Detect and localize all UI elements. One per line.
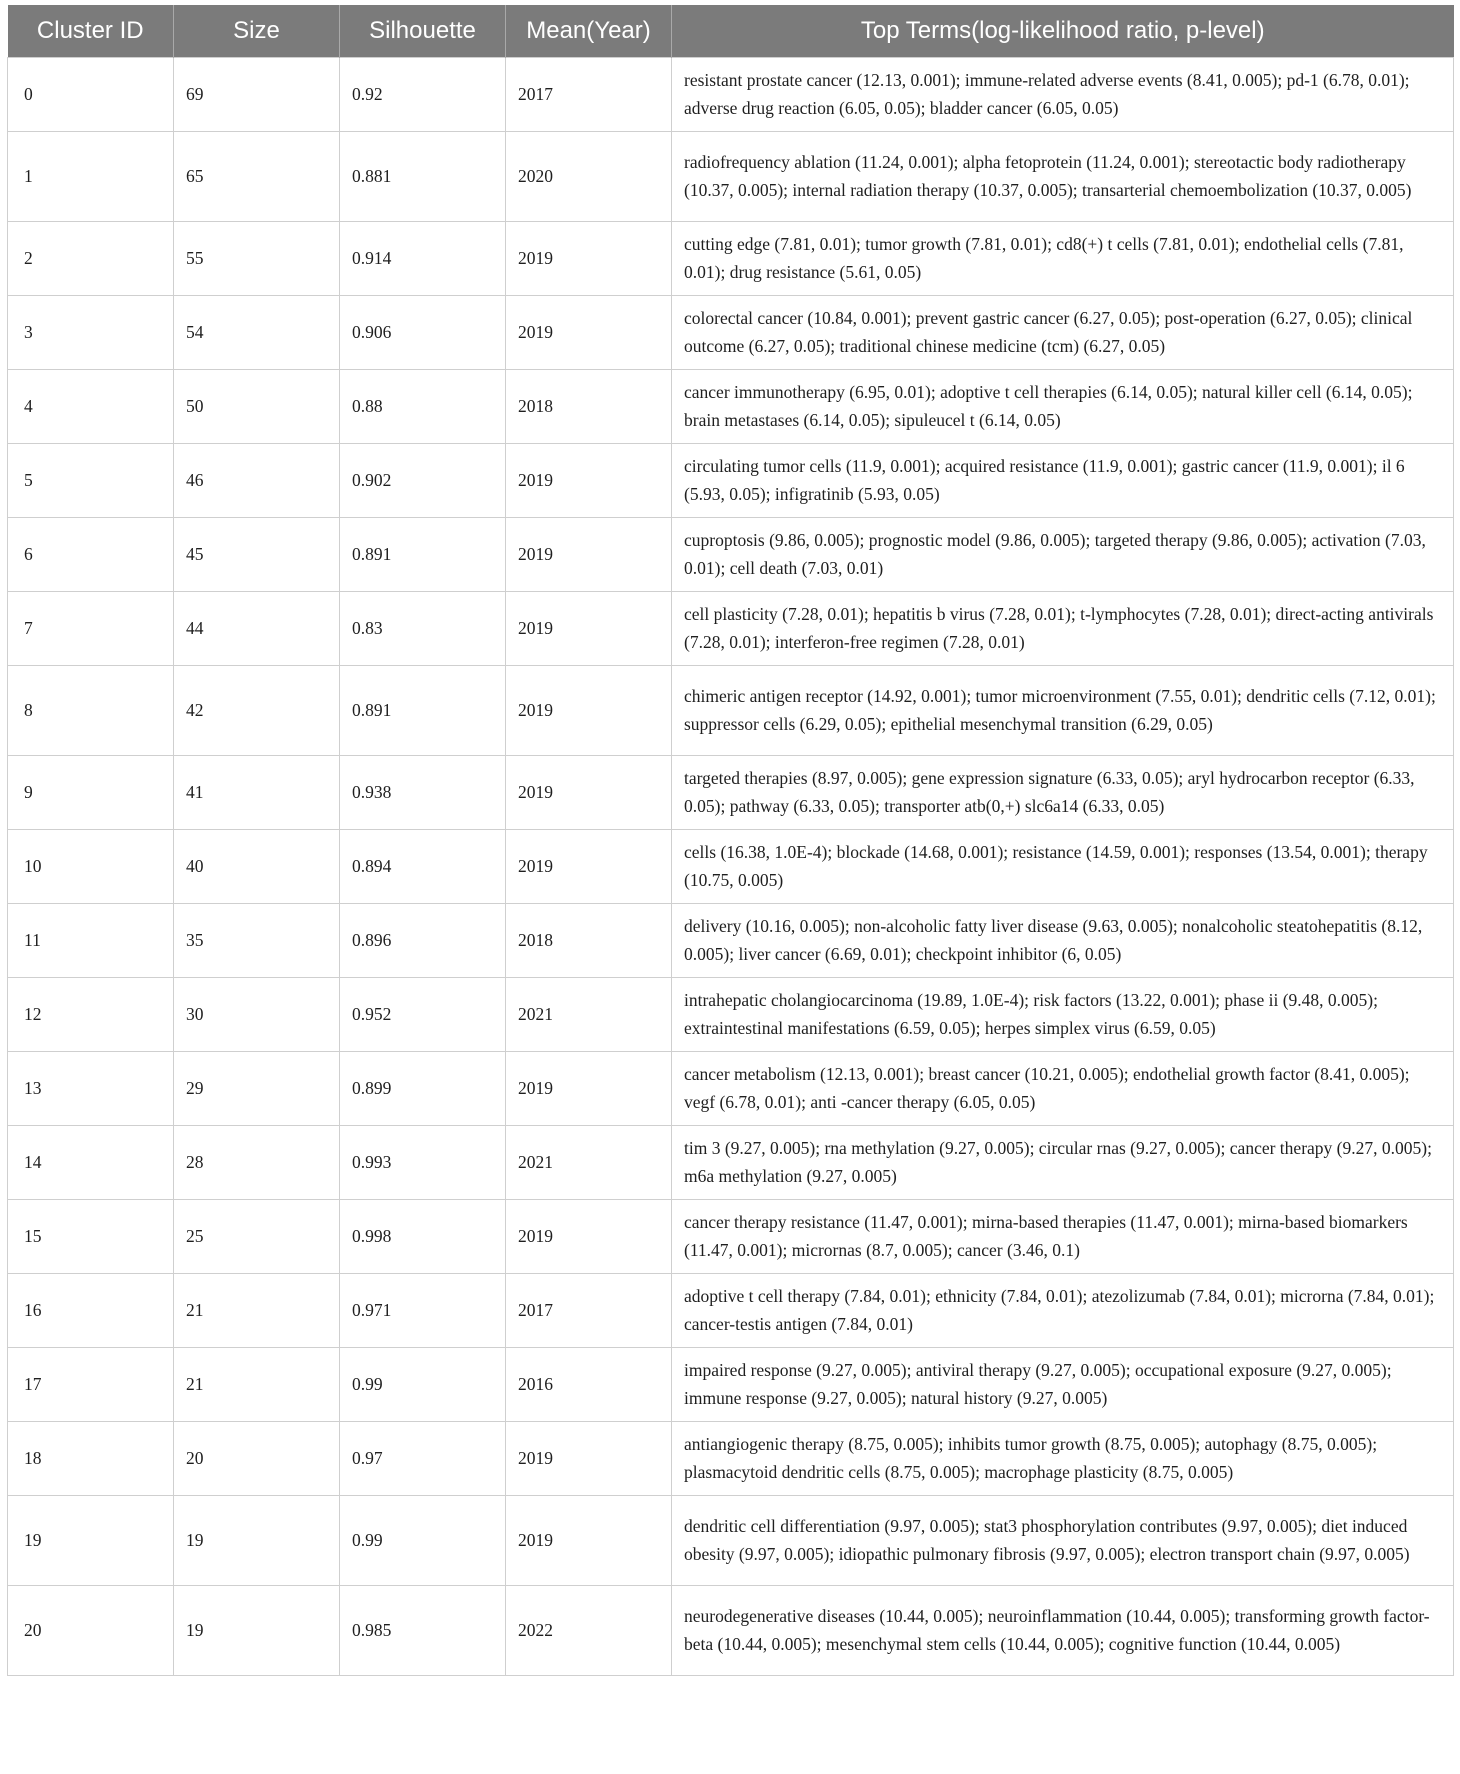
mean-year-cell: 2019 <box>506 518 672 592</box>
cluster-id-cell: 20 <box>8 1586 174 1676</box>
table-row <box>8 370 1454 444</box>
cluster-id-cell: 0 <box>8 58 174 132</box>
top-terms-cell: cells (16.38, 1.0E-4); blockade (14.68, 0.001); resistance (14.59, 0.001); responses (13.54, 0.001); therapy (10.75, 0.005) <box>672 830 1454 904</box>
cluster-id-cell: 4 <box>8 370 174 444</box>
size-cell: 41 <box>174 756 340 830</box>
table-body <box>8 58 1454 1676</box>
top-terms-cell: colorectal cancer (10.84, 0.001); prevent gastric cancer (6.27, 0.05); post-operation (6.27, 0.05); clinical outcome (6.27, 0.05); traditional chinese medicine (tcm) (6.27, 0.05) <box>672 296 1454 370</box>
table-row <box>8 444 1454 518</box>
mean-year-cell: 2020 <box>506 132 672 222</box>
size-cell: 29 <box>174 1052 340 1126</box>
cluster-id-cell: 17 <box>8 1348 174 1422</box>
silhouette-cell: 0.938 <box>340 756 506 830</box>
top-terms-cell: intrahepatic cholangiocarcinoma (19.89, 1.0E-4); risk factors (13.22, 0.001); phase ii (9.48, 0.005); extraintestinal manifestations (6.59, 0.05); herpes simplex virus (6.59, 0.05) <box>672 978 1454 1052</box>
silhouette-cell: 0.899 <box>340 1052 506 1126</box>
top-terms-cell: cuproptosis (9.86, 0.005); prognostic model (9.86, 0.005); targeted therapy (9.86, 0.005); activation (7.03, 0.01); cell death (7.03, 0.01) <box>672 518 1454 592</box>
table-row <box>8 1348 1454 1422</box>
cluster-id-cell: 10 <box>8 830 174 904</box>
top-terms-cell: circulating tumor cells (11.9, 0.001); acquired resistance (11.9, 0.001); gastric cancer (11.9, 0.001); il 6 (5.93, 0.05); infigratinib (5.93, 0.05) <box>672 444 1454 518</box>
silhouette-cell: 0.998 <box>340 1200 506 1274</box>
table-row <box>8 518 1454 592</box>
mean-year-cell: 2019 <box>506 1422 672 1496</box>
table-row <box>8 666 1454 756</box>
size-cell: 46 <box>174 444 340 518</box>
silhouette-cell: 0.99 <box>340 1348 506 1422</box>
size-cell: 45 <box>174 518 340 592</box>
cluster-id-cell: 7 <box>8 592 174 666</box>
size-cell: 28 <box>174 1126 340 1200</box>
mean-year-cell: 2022 <box>506 1586 672 1676</box>
header-top-terms: Top Terms(log-likelihood ratio, p-level) <box>672 5 1454 58</box>
mean-year-cell: 2019 <box>506 444 672 518</box>
table-row <box>8 58 1454 132</box>
silhouette-cell: 0.891 <box>340 518 506 592</box>
size-cell: 50 <box>174 370 340 444</box>
size-cell: 69 <box>174 58 340 132</box>
size-cell: 19 <box>174 1586 340 1676</box>
table-row <box>8 756 1454 830</box>
table-row <box>8 1274 1454 1348</box>
top-terms-cell: targeted therapies (8.97, 0.005); gene expression signature (6.33, 0.05); aryl hydrocarbon receptor (6.33, 0.05); pathway (6.33, 0.05); transporter atb(0,+) slc6a14 (6.33, 0.05) <box>672 756 1454 830</box>
mean-year-cell: 2019 <box>506 592 672 666</box>
silhouette-cell: 0.952 <box>340 978 506 1052</box>
size-cell: 42 <box>174 666 340 756</box>
mean-year-cell: 2016 <box>506 1348 672 1422</box>
cluster-id-cell: 3 <box>8 296 174 370</box>
table-row <box>8 1496 1454 1586</box>
top-terms-cell: cancer metabolism (12.13, 0.001); breast cancer (10.21, 0.005); endothelial growth factor (8.41, 0.005); vegf (6.78, 0.01); anti -cancer therapy (6.05, 0.05) <box>672 1052 1454 1126</box>
cluster-id-cell: 15 <box>8 1200 174 1274</box>
cluster-table <box>7 5 1454 1676</box>
top-terms-cell: chimeric antigen receptor (14.92, 0.001); tumor microenvironment (7.55, 0.01); dendritic cells (7.12, 0.01); suppressor cells (6.29, 0.05); epithelial mesenchymal transition (6.29, 0.05) <box>672 666 1454 756</box>
header-silhouette: Silhouette <box>340 5 506 58</box>
silhouette-cell: 0.906 <box>340 296 506 370</box>
table-row <box>8 222 1454 296</box>
cluster-id-cell: 13 <box>8 1052 174 1126</box>
mean-year-cell: 2019 <box>506 666 672 756</box>
silhouette-cell: 0.83 <box>340 592 506 666</box>
size-cell: 35 <box>174 904 340 978</box>
top-terms-cell: adoptive t cell therapy (7.84, 0.01); ethnicity (7.84, 0.01); atezolizumab (7.84, 0.01); microrna (7.84, 0.01); cancer-testis antigen (7.84, 0.01) <box>672 1274 1454 1348</box>
table-row <box>8 592 1454 666</box>
mean-year-cell: 2019 <box>506 1496 672 1586</box>
silhouette-cell: 0.914 <box>340 222 506 296</box>
silhouette-cell: 0.99 <box>340 1496 506 1586</box>
table-row <box>8 978 1454 1052</box>
silhouette-cell: 0.993 <box>340 1126 506 1200</box>
table-row <box>8 1126 1454 1200</box>
mean-year-cell: 2021 <box>506 1126 672 1200</box>
table-header <box>8 5 1454 58</box>
table-row <box>8 132 1454 222</box>
silhouette-cell: 0.891 <box>340 666 506 756</box>
silhouette-cell: 0.902 <box>340 444 506 518</box>
size-cell: 30 <box>174 978 340 1052</box>
size-cell: 20 <box>174 1422 340 1496</box>
size-cell: 40 <box>174 830 340 904</box>
top-terms-cell: delivery (10.16, 0.005); non-alcoholic fatty liver disease (9.63, 0.005); nonalcoholic steatohepatitis (8.12, 0.005); liver cancer (6.69, 0.01); checkpoint inhibitor (6, 0.05) <box>672 904 1454 978</box>
top-terms-cell: tim 3 (9.27, 0.005); rna methylation (9.27, 0.005); circular rnas (9.27, 0.005); cancer therapy (9.27, 0.005); m6a methylation (9.27, 0.005) <box>672 1126 1454 1200</box>
cluster-id-cell: 12 <box>8 978 174 1052</box>
silhouette-cell: 0.92 <box>340 58 506 132</box>
top-terms-cell: cancer therapy resistance (11.47, 0.001); mirna-based therapies (11.47, 0.001); mirna-based biomarkers (11.47, 0.001); micrornas (8.7, 0.005); cancer (3.46, 0.1) <box>672 1200 1454 1274</box>
size-cell: 54 <box>174 296 340 370</box>
size-cell: 55 <box>174 222 340 296</box>
table-row <box>8 296 1454 370</box>
mean-year-cell: 2017 <box>506 1274 672 1348</box>
mean-year-cell: 2019 <box>506 1200 672 1274</box>
header-row <box>8 5 1454 58</box>
silhouette-cell: 0.896 <box>340 904 506 978</box>
top-terms-cell: radiofrequency ablation (11.24, 0.001); alpha fetoprotein (11.24, 0.001); stereotactic body radiotherapy (10.37, 0.005); internal radiation therapy (10.37, 0.005); transarterial chemoembolization (10.37, 0.005) <box>672 132 1454 222</box>
table-row <box>8 1200 1454 1274</box>
cluster-id-cell: 19 <box>8 1496 174 1586</box>
silhouette-cell: 0.985 <box>340 1586 506 1676</box>
table-row <box>8 1052 1454 1126</box>
top-terms-cell: impaired response (9.27, 0.005); antiviral therapy (9.27, 0.005); occupational exposure (9.27, 0.005); immune response (9.27, 0.005); natural history (9.27, 0.005) <box>672 1348 1454 1422</box>
header-size: Size <box>174 5 340 58</box>
size-cell: 21 <box>174 1348 340 1422</box>
header-cluster-id: Cluster ID <box>8 5 174 58</box>
mean-year-cell: 2019 <box>506 296 672 370</box>
silhouette-cell: 0.88 <box>340 370 506 444</box>
cluster-id-cell: 2 <box>8 222 174 296</box>
top-terms-cell: cancer immunotherapy (6.95, 0.01); adoptive t cell therapies (6.14, 0.05); natural killer cell (6.14, 0.05); brain metastases (6.14, 0.05); sipuleucel t (6.14, 0.05) <box>672 370 1454 444</box>
header-mean-year: Mean(Year) <box>506 5 672 58</box>
silhouette-cell: 0.894 <box>340 830 506 904</box>
mean-year-cell: 2019 <box>506 222 672 296</box>
silhouette-cell: 0.971 <box>340 1274 506 1348</box>
top-terms-cell: resistant prostate cancer (12.13, 0.001); immune-related adverse events (8.41, 0.005); pd-1 (6.78, 0.01); adverse drug reaction (6.05, 0.05); bladder cancer (6.05, 0.05) <box>672 58 1454 132</box>
mean-year-cell: 2019 <box>506 756 672 830</box>
table-row <box>8 1422 1454 1496</box>
top-terms-cell: cell plasticity (7.28, 0.01); hepatitis b virus (7.28, 0.01); t-lymphocytes (7.28, 0.01); direct-acting antivirals (7.28, 0.01); interferon-free regimen (7.28, 0.01) <box>672 592 1454 666</box>
cluster-id-cell: 14 <box>8 1126 174 1200</box>
silhouette-cell: 0.881 <box>340 132 506 222</box>
size-cell: 21 <box>174 1274 340 1348</box>
table-row <box>8 904 1454 978</box>
size-cell: 25 <box>174 1200 340 1274</box>
table-row <box>8 830 1454 904</box>
table-row <box>8 1586 1454 1676</box>
top-terms-cell: cutting edge (7.81, 0.01); tumor growth (7.81, 0.01); cd8(+) t cells (7.81, 0.01); endothelial cells (7.81, 0.01); drug resistance (5.61, 0.05) <box>672 222 1454 296</box>
mean-year-cell: 2021 <box>506 978 672 1052</box>
size-cell: 65 <box>174 132 340 222</box>
cluster-id-cell: 5 <box>8 444 174 518</box>
top-terms-cell: antiangiogenic therapy (8.75, 0.005); inhibits tumor growth (8.75, 0.005); autophagy (8.75, 0.005); plasmacytoid dendritic cells (8.75, 0.005); macrophage plasticity (8.75, 0.005) <box>672 1422 1454 1496</box>
cluster-id-cell: 18 <box>8 1422 174 1496</box>
cluster-id-cell: 16 <box>8 1274 174 1348</box>
silhouette-cell: 0.97 <box>340 1422 506 1496</box>
top-terms-cell: dendritic cell differentiation (9.97, 0.005); stat3 phosphorylation contributes (9.97, 0.005); diet induced obesity (9.97, 0.005); idiopathic pulmonary fibrosis (9.97, 0.005); electron transport chain (9.97, 0.005) <box>672 1496 1454 1586</box>
cluster-id-cell: 11 <box>8 904 174 978</box>
mean-year-cell: 2019 <box>506 830 672 904</box>
mean-year-cell: 2018 <box>506 370 672 444</box>
mean-year-cell: 2019 <box>506 1052 672 1126</box>
cluster-id-cell: 8 <box>8 666 174 756</box>
cluster-id-cell: 6 <box>8 518 174 592</box>
size-cell: 19 <box>174 1496 340 1586</box>
size-cell: 44 <box>174 592 340 666</box>
cluster-id-cell: 1 <box>8 132 174 222</box>
cluster-id-cell: 9 <box>8 756 174 830</box>
mean-year-cell: 2017 <box>506 58 672 132</box>
mean-year-cell: 2018 <box>506 904 672 978</box>
top-terms-cell: neurodegenerative diseases (10.44, 0.005); neuroinflammation (10.44, 0.005); transforming growth factor-beta (10.44, 0.005); mesenchymal stem cells (10.44, 0.005); cognitive function (10.44, 0.005) <box>672 1586 1454 1676</box>
